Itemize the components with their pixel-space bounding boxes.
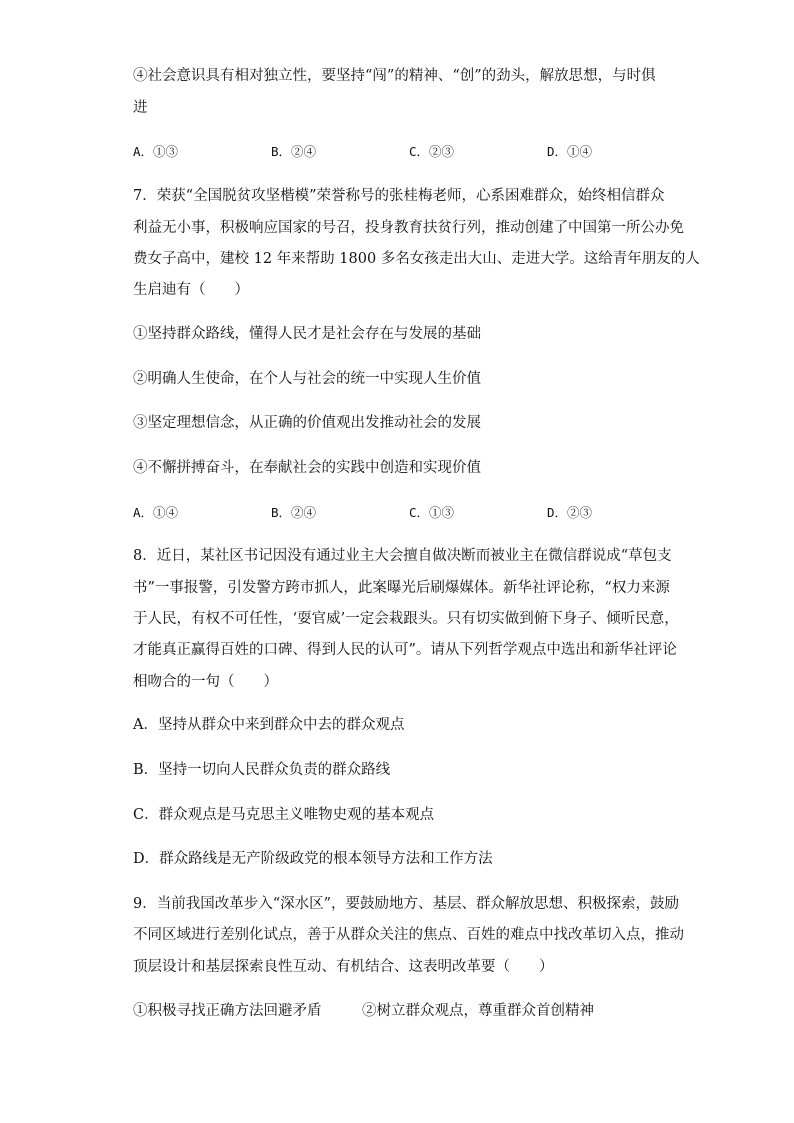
- q9-stem-line2: 不同区域进行差别化试点，善于从群众关注的焦点、百姓的难点中找改革切入点，推动: [133, 927, 684, 943]
- q9-statement-1: ①积极寻找正确方法回避矛盾: [133, 1003, 322, 1019]
- q8-stem-line5: 相吻合的一句（ ）: [133, 674, 278, 690]
- q7-stem-line4: 生启迪有（ ）: [133, 282, 249, 298]
- q6-option-a: A．①③: [133, 144, 179, 159]
- q8-option-a: A．坚持从群众中来到群众中去的群众观点: [133, 717, 405, 733]
- q8-option-c: C．群众观点是马克思主义唯物史观的基本观点: [133, 807, 435, 823]
- q7-option-d: D．②③: [547, 505, 593, 520]
- q7-option-b: B．②④: [271, 505, 317, 520]
- q7-option-a: A．①④: [133, 505, 179, 520]
- q8-stem-line4: 才能真正赢得百姓的口碑、得到人民的认可”。请从下列哲学观点中选出和新华社评论: [133, 642, 677, 658]
- q8-option-d: D．群众路线是无产阶级政党的根本领导方法和工作方法: [133, 851, 493, 867]
- q6-statement-4-line2: 进: [133, 100, 148, 116]
- q6-option-d: D．①④: [547, 144, 593, 159]
- q9-stem-line3: 顶层设计和基层探索良性互动、有机结合、这表明改革要（ ）: [133, 959, 554, 975]
- q7-statement-2: ②明确人生使命，在个人与社会的统一中实现人生价值: [133, 371, 481, 387]
- q7-statement-3: ③坚定理想信念，从正确的价值观出发推动社会的发展: [133, 415, 481, 431]
- q7-stem-line1: 7．荣获“全国脱贫攻坚楷模”荣誉称号的张桂梅老师，心系困难群众，始终相信群众: [133, 188, 665, 204]
- q8-stem-line1: 8．近日，某社区书记因没有通过业主大会擅自做决断而被业主在微信群说成“草包支: [133, 548, 672, 564]
- q7-statement-1: ①坚持群众路线，懂得人民才是社会存在与发展的基础: [133, 326, 481, 342]
- q9-statement-2: ②树立群众观点，尊重群众首创精神: [362, 1003, 594, 1019]
- q6-option-b: B．②④: [271, 144, 317, 159]
- q7-stem-line3: 费女子高中，建校 12 年来帮助 1800 多名女孩走出大山、走进大学。这给青年朋友的人: [133, 251, 700, 267]
- q8-option-b: B．坚持一切向人民群众负责的群众路线: [133, 762, 391, 778]
- q7-stem-line2: 利益无小事，积极响应国家的号召，投身教育扶贫行列，推动创建了中国第一所公办免: [133, 220, 684, 236]
- q7-option-c: C．①③: [409, 505, 455, 520]
- q6-option-c: C．②③: [409, 144, 455, 159]
- q8-stem-line3: 于人民，有权不可任性，‘耍官威’一定会栽跟头。只有切实做到俯下身子、倾听民意，: [133, 611, 679, 627]
- q9-stem-line1: 9．当前我国改革步入“深水区”，要鼓励地方、基层、群众解放思想、积极探索，鼓励: [133, 896, 680, 912]
- q7-statement-4: ④不懈拼搏奋斗，在奉献社会的实践中创造和实现价值: [133, 460, 481, 476]
- q8-stem-line2: 书”一事报警，引发警方跨市抓人，此案曝光后刷爆媒体。新华社评论称，“权力来源: [133, 580, 670, 596]
- q6-statement-4-line1: ④社会意识具有相对独立性，要坚持“闯”的精神、“创”的劲头，解放思想，与时俱: [133, 68, 656, 84]
